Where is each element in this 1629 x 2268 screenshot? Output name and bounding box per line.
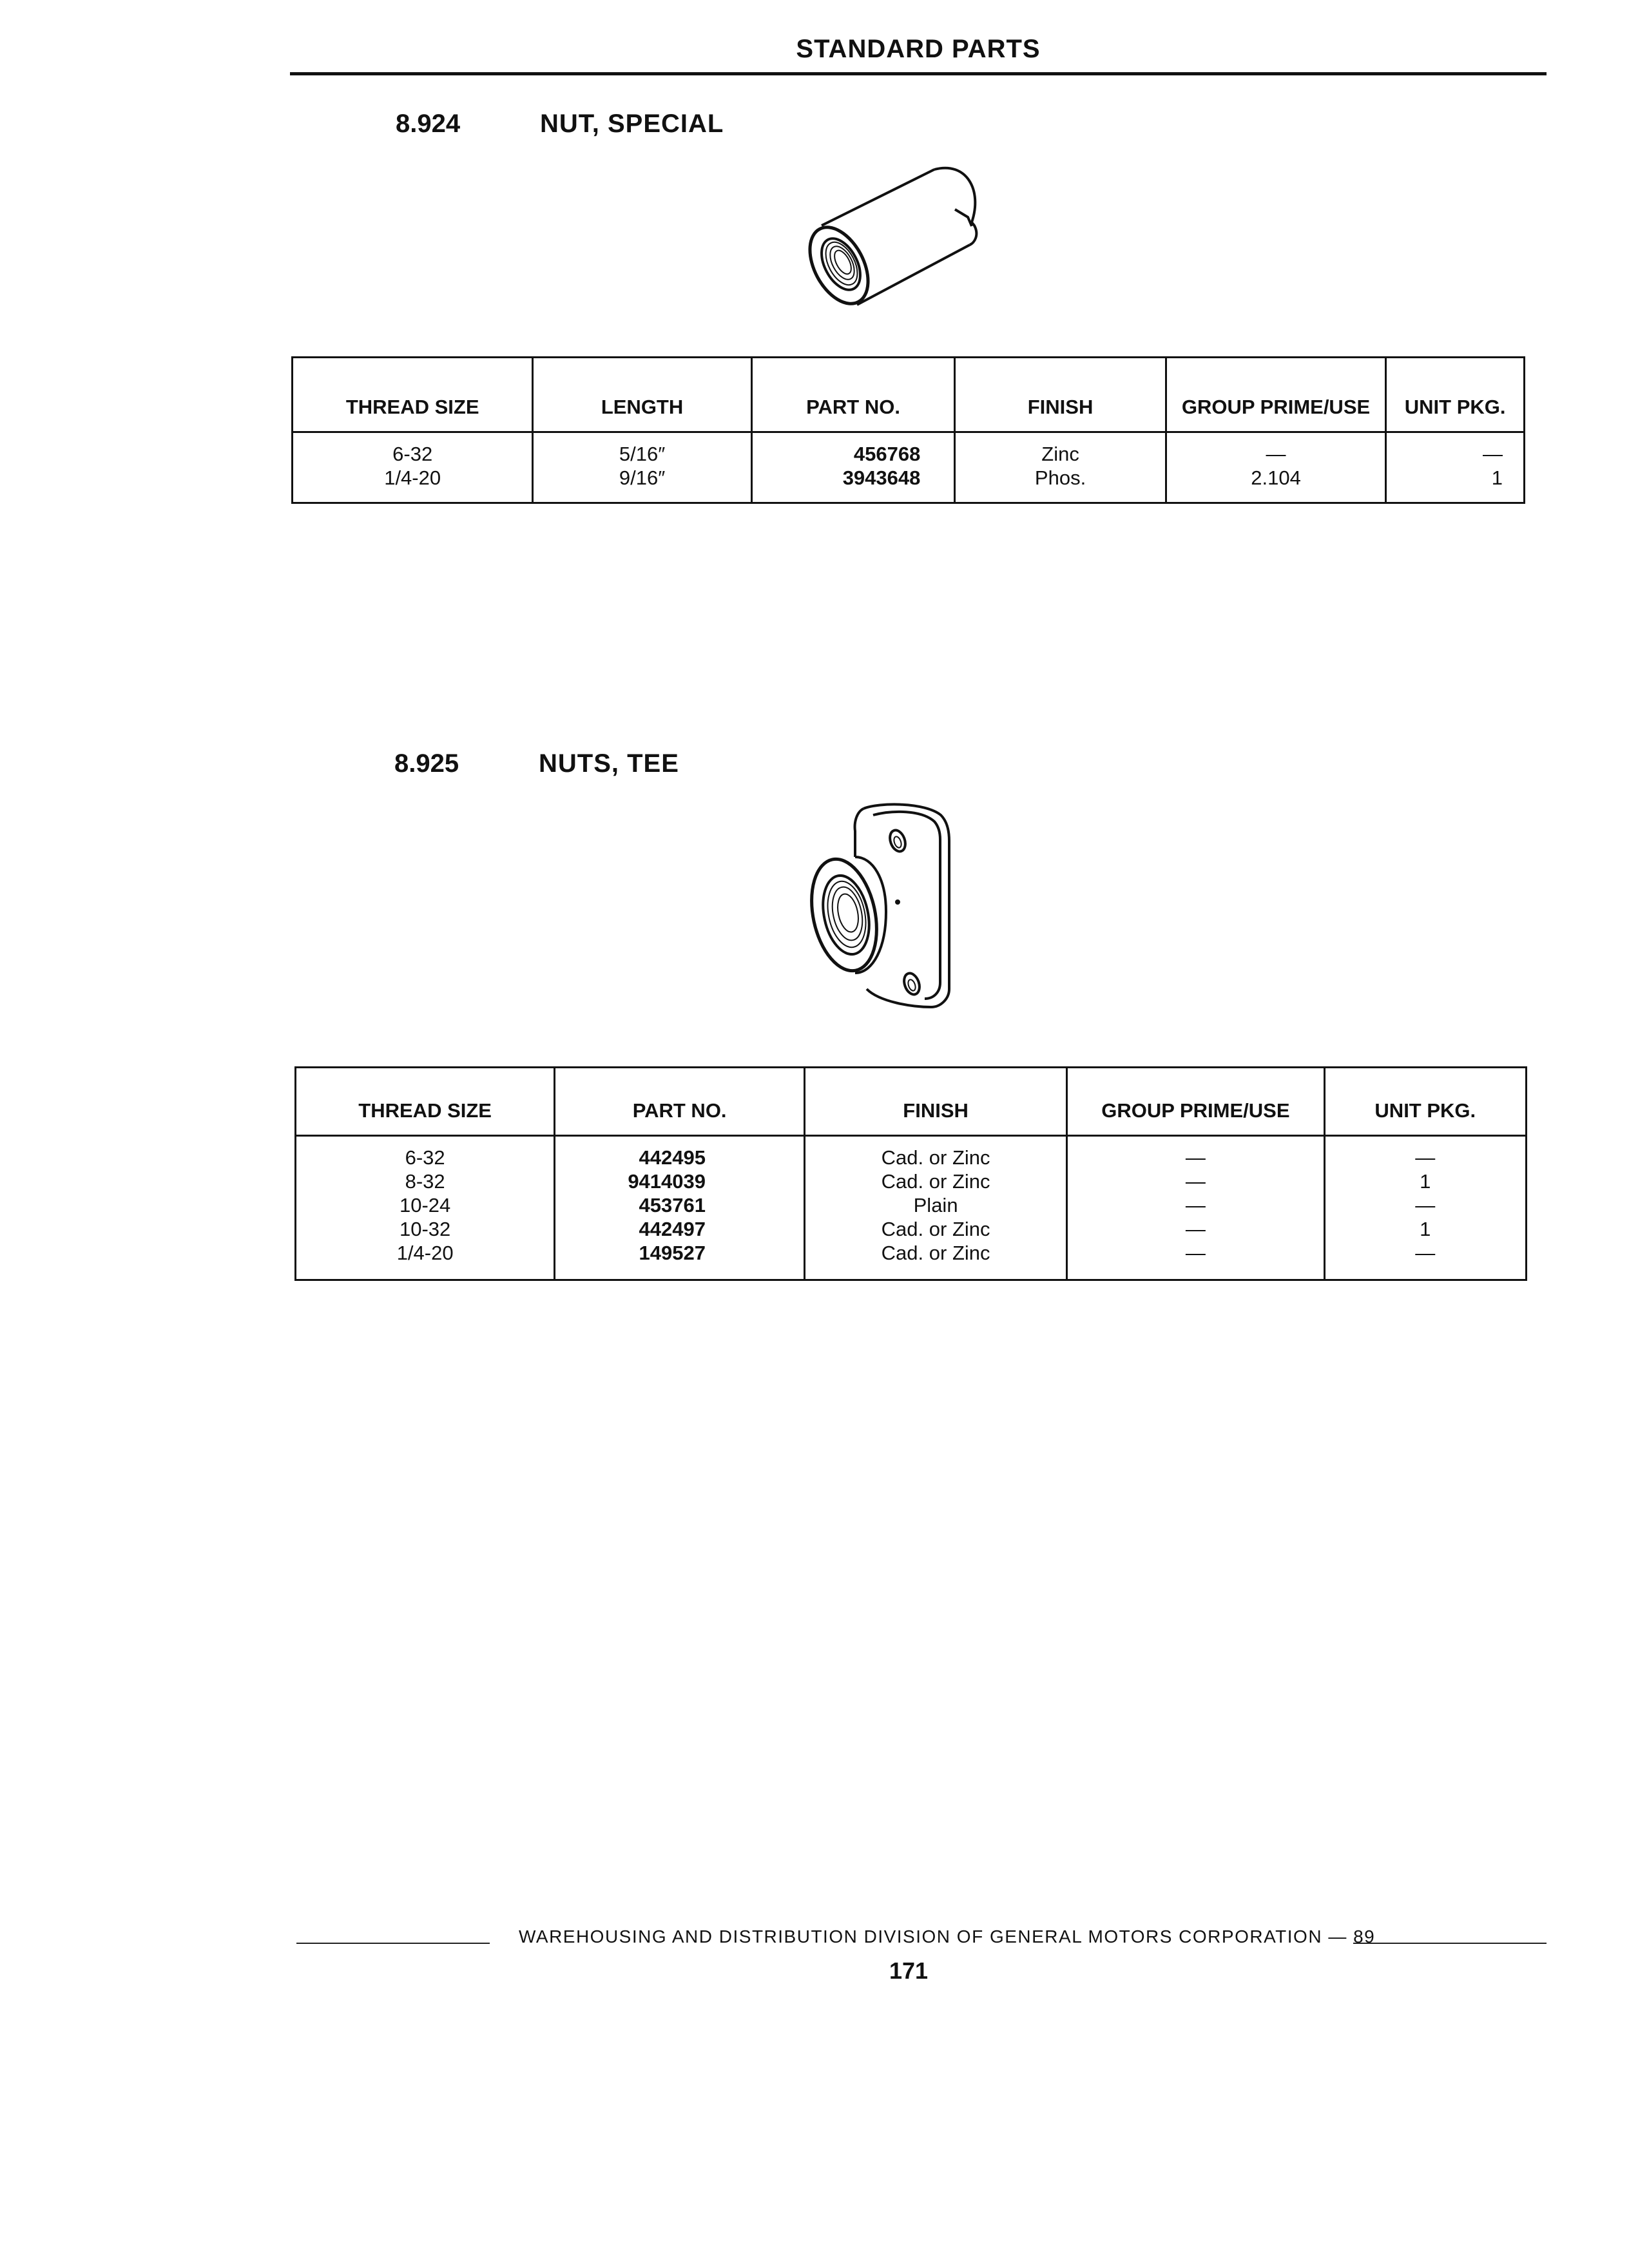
finish-cell: Cad. or Zinc — [881, 1242, 990, 1264]
group-cell: — — [1185, 1146, 1206, 1169]
thread-size-cell: 10-32 — [399, 1218, 451, 1240]
page-title: STANDARD PARTS — [796, 35, 1041, 63]
group-cell: — — [1185, 1218, 1206, 1240]
finish-cell: Cad. or Zinc — [881, 1170, 990, 1193]
group-cell: — — [1185, 1194, 1206, 1216]
group-cell: — — [1266, 443, 1286, 465]
table-header-row — [296, 1068, 1527, 1136]
thread-size-cell: 6-32 — [392, 443, 433, 465]
section-number: 8.924 — [396, 110, 461, 138]
part-number-cell: 456768 — [853, 443, 921, 465]
unit-pkg-cell: — — [1415, 1146, 1436, 1169]
thread-size-cell: 6-32 — [405, 1146, 445, 1169]
footer-text: WAREHOUSING AND DISTRIBUTION DIVISION OF GENERAL MOTORS CORPORATION — 89 — [519, 1927, 1376, 1946]
section-title: NUT, SPECIAL — [540, 110, 724, 138]
finish-cell: Cad. or Zinc — [881, 1146, 990, 1169]
unit-pkg-cell: 1 — [1491, 466, 1503, 489]
column-header: UNIT PKG. — [1324, 1068, 1526, 1136]
column-header: THREAD SIZE — [296, 1068, 555, 1136]
part-number-cell: 442497 — [639, 1218, 706, 1240]
thread-size-cell: 8-32 — [405, 1170, 445, 1193]
part-number-cell: 3943648 — [842, 466, 921, 489]
thread-size-cell: 10-24 — [399, 1194, 451, 1216]
column-header: PART NO. — [555, 1068, 805, 1136]
column-header: PART NO. — [751, 358, 955, 432]
thread-size-cell: 1/4-20 — [396, 1242, 454, 1264]
part-number-cell: 9414039 — [628, 1170, 706, 1193]
header-rule — [290, 72, 1547, 75]
length-cell: 5/16″ — [619, 443, 666, 465]
nut-special-table — [291, 356, 1525, 504]
column-header: FINISH — [955, 358, 1166, 432]
unit-pkg-cell: — — [1483, 443, 1503, 465]
finish-cell: Plain — [913, 1194, 958, 1216]
finish-cell: Cad. or Zinc — [881, 1218, 990, 1240]
unit-pkg-cell: 1 — [1420, 1218, 1431, 1240]
table-body — [296, 1136, 1527, 1280]
unit-pkg-cell: 1 — [1420, 1170, 1431, 1193]
finish-cell: Zinc — [1041, 443, 1079, 465]
part-number-cell: 453761 — [639, 1194, 706, 1216]
column-header: UNIT PKG. — [1386, 358, 1525, 432]
group-cell: 2.104 — [1251, 466, 1301, 489]
unit-pkg-cell: — — [1415, 1242, 1436, 1264]
column-header: THREAD SIZE — [293, 358, 533, 432]
length-cell: 9/16″ — [619, 466, 666, 489]
page-number: 171 — [889, 1957, 929, 1984]
special-nut-icon — [805, 164, 986, 312]
footer-rule-left — [296, 1943, 490, 1944]
unit-pkg-cell: — — [1415, 1194, 1436, 1216]
column-header: GROUP PRIME/USE — [1166, 358, 1386, 432]
tee-nut-icon — [802, 802, 963, 1008]
table-header-row — [293, 358, 1525, 432]
column-header: GROUP PRIME/USE — [1067, 1068, 1324, 1136]
group-cell: — — [1185, 1242, 1206, 1264]
part-number-cell: 149527 — [639, 1242, 706, 1264]
table-body — [293, 432, 1525, 503]
tee-nut-table — [294, 1066, 1527, 1281]
section-title: NUTS, TEE — [539, 749, 679, 778]
finish-cell: Phos. — [1034, 466, 1086, 489]
part-number-cell: 442495 — [639, 1146, 706, 1169]
thread-size-cell: 1/4-20 — [384, 466, 441, 489]
column-header: FINISH — [805, 1068, 1067, 1136]
page-header — [290, 35, 1547, 76]
section-number: 8.925 — [394, 749, 459, 778]
group-cell: — — [1185, 1170, 1206, 1193]
column-header: LENGTH — [533, 358, 751, 432]
footer-rule-right — [1353, 1943, 1547, 1944]
